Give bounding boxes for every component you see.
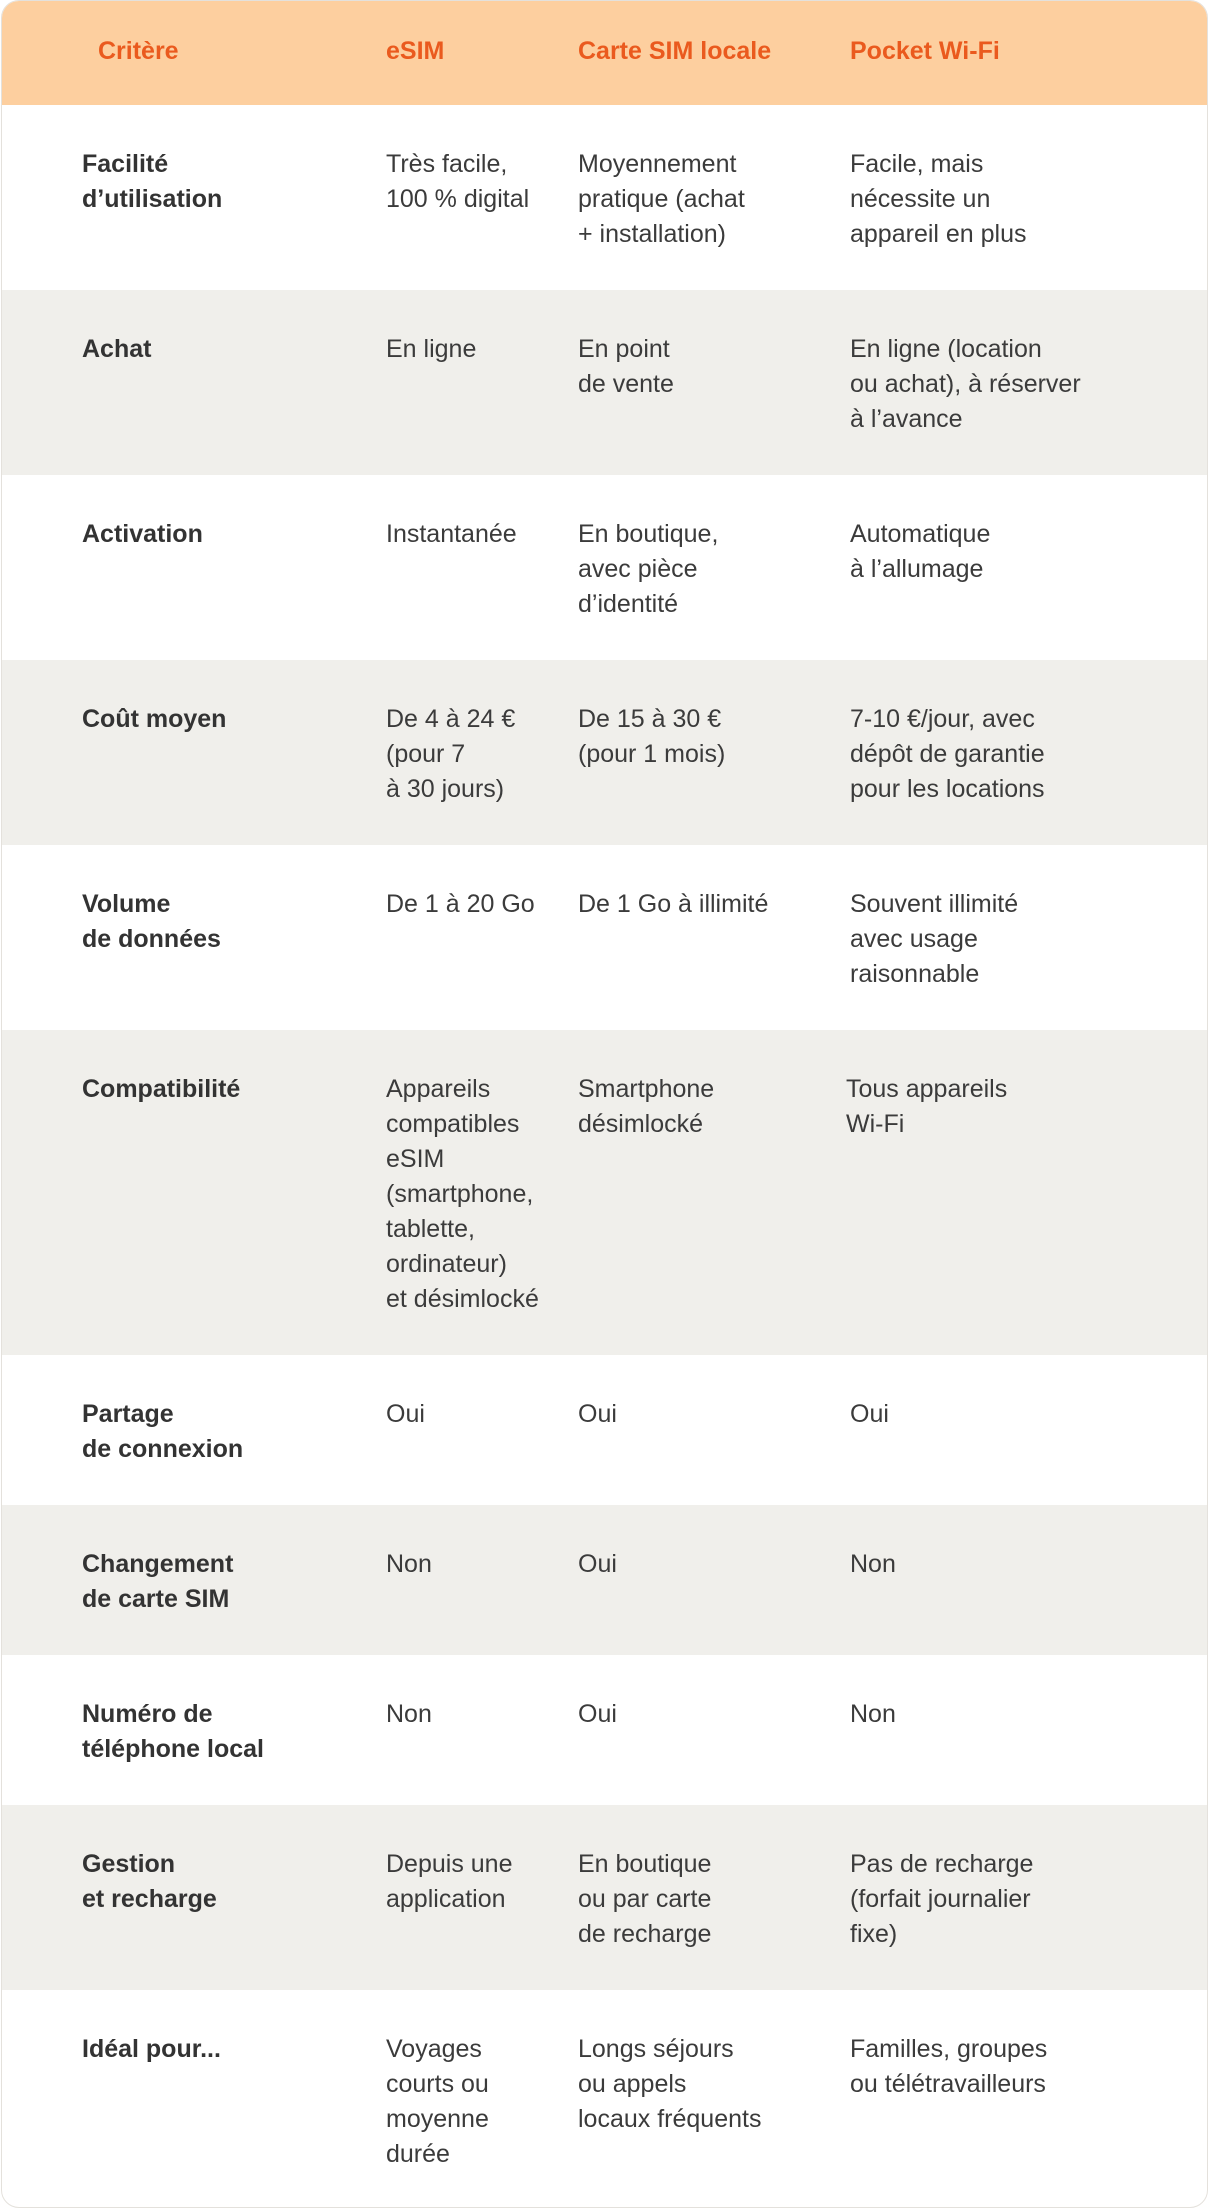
- cell-pocket-wifi: En ligne (location ou achat), à réserver à l’avance: [850, 335, 1081, 433]
- cell-local-sim: De 15 à 30 € (pour 1 mois): [578, 705, 726, 768]
- table-row: [2, 1505, 1207, 1655]
- cell-pocket-wifi: Oui: [850, 1400, 889, 1428]
- row-label: Idéal pour...: [82, 2035, 221, 2063]
- cell-local-sim: Smartphone désimlocké: [578, 1075, 715, 1138]
- row-label: Achat: [82, 335, 152, 363]
- comparison-table: [1, 0, 1208, 2208]
- cell-local-sim: Longs séjours ou appels locaux fréquents: [578, 2035, 762, 2133]
- cell-pocket-wifi: Non: [850, 1700, 896, 1728]
- table-row: [2, 1990, 1207, 2208]
- row-label: Partage de connexion: [82, 1400, 244, 1463]
- row-label: Changement de carte SIM: [82, 1550, 234, 1613]
- row-label: Facilité d’utilisation: [82, 150, 223, 213]
- table-row: [2, 1805, 1207, 1990]
- row-label: Coût moyen: [82, 705, 227, 733]
- cell-pocket-wifi: Pas de recharge (forfait journalier fixe): [850, 1850, 1034, 1948]
- row-label: Numéro de téléphone local: [82, 1700, 264, 1763]
- cell-esim: En ligne: [386, 335, 477, 363]
- header-esim: eSIM: [386, 37, 445, 65]
- cell-pocket-wifi: Familles, groupes ou télétravailleurs: [850, 2035, 1048, 2098]
- table-row: [2, 1030, 1207, 1355]
- table-row: [2, 475, 1207, 660]
- cell-local-sim: Oui: [578, 1550, 617, 1578]
- cell-local-sim: De 1 Go à illimité: [578, 890, 769, 918]
- table-row: [2, 290, 1207, 475]
- header-local-sim: Carte SIM locale: [578, 37, 772, 65]
- table-header: [2, 1, 1207, 105]
- cell-esim: Depuis une application: [386, 1850, 513, 1913]
- cell-esim: Instantanée: [386, 520, 517, 548]
- cell-esim: Voyages courts ou moyenne durée: [386, 2035, 489, 2168]
- cell-esim: Appareils compatibles eSIM (smartphone, tablette, ordinateur) et désimlocké: [386, 1075, 539, 1313]
- cell-pocket-wifi: 7-10 €/jour, avec dépôt de garantie pour les locations: [850, 705, 1045, 803]
- cell-esim: De 1 à 20 Go: [386, 890, 535, 918]
- table-row: [2, 660, 1207, 845]
- cell-esim: Non: [386, 1550, 432, 1578]
- cell-local-sim: Moyennement pratique (achat + installation): [578, 150, 745, 248]
- cell-pocket-wifi: Non: [850, 1550, 896, 1578]
- cell-local-sim: En boutique ou par carte de recharge: [578, 1850, 712, 1948]
- cell-esim: Non: [386, 1700, 432, 1728]
- table-row: [2, 845, 1207, 1030]
- cell-pocket-wifi: Automatique à l’allumage: [850, 520, 991, 583]
- cell-esim: De 4 à 24 € (pour 7 à 30 jours): [386, 705, 516, 803]
- row-label: Compatibilité: [82, 1075, 241, 1103]
- row-label: Gestion et recharge: [82, 1850, 217, 1913]
- cell-esim: Très facile, 100 % digital: [386, 150, 530, 213]
- table-row: [2, 105, 1207, 290]
- cell-pocket-wifi: Souvent illimité avec usage raisonnable: [850, 890, 1019, 988]
- cell-esim: Oui: [386, 1400, 425, 1428]
- header-criterion: Critère: [98, 37, 179, 65]
- cell-local-sim: En point de vente: [578, 335, 674, 398]
- cell-local-sim: En boutique, avec pièce d’identité: [578, 520, 719, 618]
- cell-pocket-wifi: Facile, mais nécessite un appareil en plus: [850, 150, 1027, 248]
- table-row: [2, 1355, 1207, 1505]
- cell-local-sim: Oui: [578, 1700, 617, 1728]
- cell-local-sim: Oui: [578, 1400, 617, 1428]
- header-pocket-wifi: Pocket Wi-Fi: [850, 37, 1000, 65]
- row-label: Volume de données: [82, 890, 221, 953]
- row-label: Activation: [82, 520, 203, 548]
- table-row: [2, 1655, 1207, 1805]
- cell-pocket-wifi: Tous appareils Wi-Fi: [846, 1075, 1008, 1138]
